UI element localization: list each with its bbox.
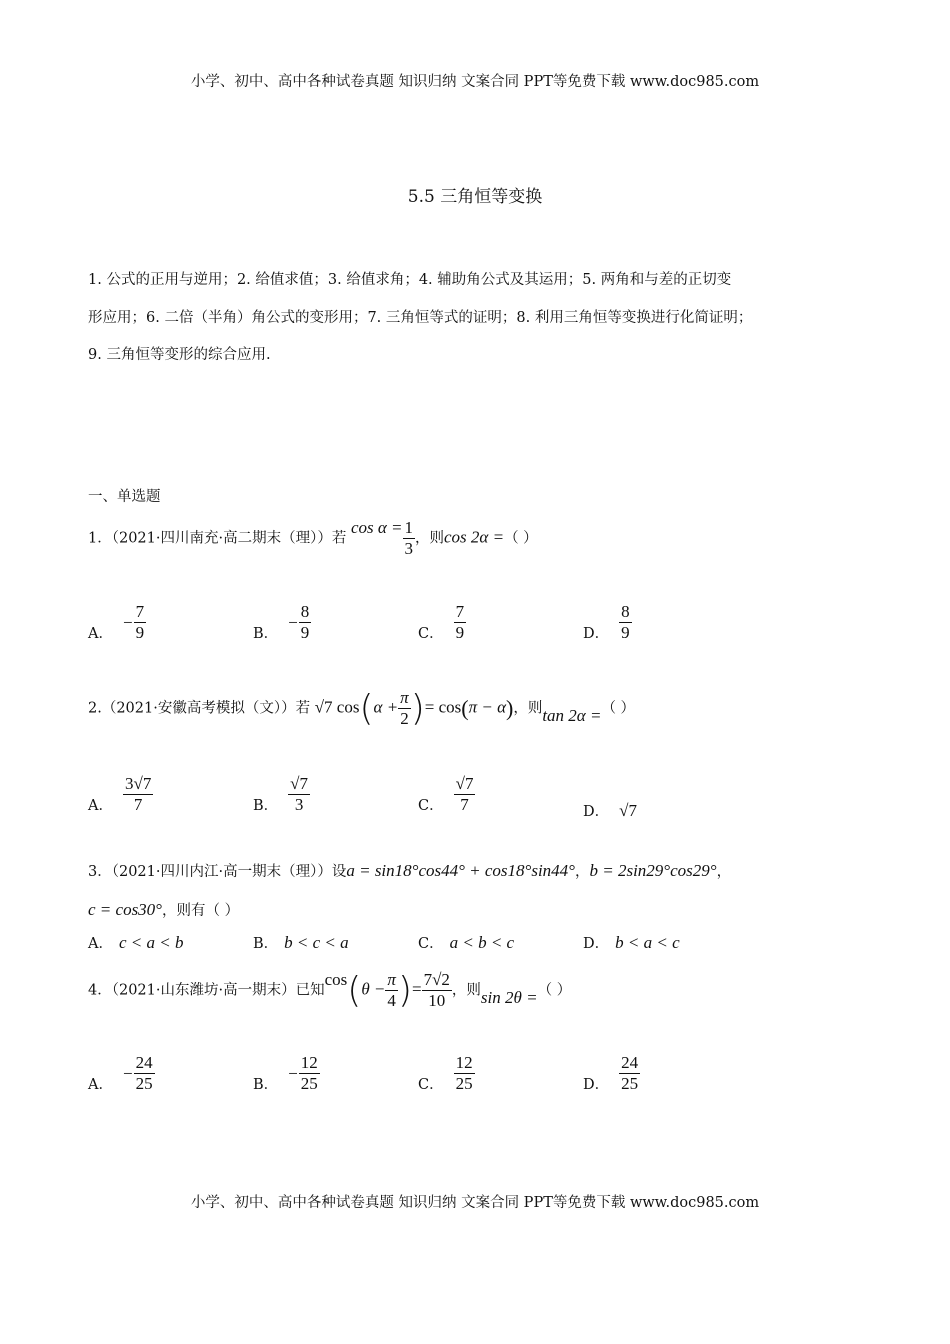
fraction [454,774,476,815]
option-label: D． [583,1077,610,1093]
question-2 [88,688,635,729]
question-1 [88,518,538,559]
fraction [422,970,452,1011]
q4-mid: ，则 [451,982,481,999]
option-label: B． [253,798,279,814]
fraction [619,1053,640,1094]
numerator: 8 [300,602,310,621]
q3-option-b[interactable] [253,932,349,953]
q2-math: = cos [424,697,462,717]
option-label: C． [418,626,444,642]
sign: − [288,1063,298,1083]
option-label: A． [88,936,113,952]
q3-option-c[interactable] [418,932,514,953]
q2-mid: ，则 [513,700,543,717]
paren: ) [506,695,514,721]
sign: − [288,612,298,632]
option-label: B． [253,936,279,952]
q2-option-b[interactable] [253,774,310,815]
q4-option-a[interactable] [88,1053,155,1094]
q4-prefix: 4．（2021·山东潍坊·高一期末）已知 [88,982,325,999]
numerator: 1 [404,518,414,537]
option-label: D． [583,936,610,952]
paren: ( [461,695,469,721]
q3-sep: ， [716,864,732,880]
denominator: 10 [428,991,446,1010]
option-label: B． [253,626,279,642]
fraction [288,774,310,815]
paren: ( [359,688,374,729]
numerator: 24 [621,1053,639,1072]
q4-math: = [411,979,422,999]
page-title: 5.5 三角恒等变换 [407,187,543,207]
numerator: 12 [455,1053,473,1072]
numerator: √7 [290,774,308,793]
q1-mid: ，则 [415,530,445,547]
denominator: 25 [621,1074,639,1093]
q1-answer-blank: （ ） [504,530,538,547]
page-footer: 小学、初中、高中各种试卷真题 知识归纳 文案合同 PPT等免费下载 www.doc985.com [190,1195,760,1211]
option-value: b < c < a [284,933,349,952]
fraction [385,970,398,1011]
denominator: 9 [455,623,465,642]
sign: − [122,1063,133,1083]
q1-prefix: 1．（2021·四川南充·高二期末（理））若 [88,530,347,547]
numerator: 12 [300,1053,318,1072]
option-label: C． [418,1077,444,1093]
question-4 [88,970,571,1011]
denominator: 4 [387,991,396,1010]
numerator: 7√2 [423,970,450,989]
fraction [398,688,411,729]
q3-answer-blank: ，则有（ ） [161,903,240,919]
q1-lhs: cos α = [350,518,403,537]
sign: − [122,612,133,632]
option-value: b < a < c [615,933,680,952]
q1-rhs: cos 2α = [444,527,505,547]
q1-option-a[interactable] [88,602,146,643]
numerator: 8 [621,602,630,621]
summary-line: 形应用；6. 二倍（半角）角公式的变形用；7. 三角恒等式的证明；8. 利用三角恒等变换进行化简证明； [88,310,753,326]
q4-option-c[interactable] [418,1053,475,1094]
denominator: 3 [404,539,414,558]
q1-option-c[interactable] [418,602,466,643]
q4-rhs: sin 2θ = [480,987,538,1007]
paren: ) [410,688,425,729]
option-label: A． [88,626,113,642]
numerator: 3√7 [124,774,152,793]
fraction [299,602,312,643]
question-3 [88,860,731,881]
numerator: π [400,688,409,707]
denominator: 9 [300,623,310,642]
q4-option-b[interactable] [253,1053,320,1094]
q3-prefix: 3．（2021·四川内江·高一期末（理））设 [88,864,347,880]
q3-math: b = 2sin29°cos29° [589,861,717,880]
fraction [454,1053,475,1094]
option-label: B． [253,1077,279,1093]
option-label: D． [583,804,610,820]
denominator: 25 [300,1074,318,1093]
q2-option-c[interactable] [418,774,475,815]
denominator: 7 [460,795,469,814]
numerator: 7 [135,602,145,621]
q4-option-d[interactable] [583,1053,640,1094]
q2-rhs: tan 2α = [542,705,602,725]
q2-option-d[interactable] [583,800,637,821]
page-header: 小学、初中、高中各种试卷真题 知识归纳 文案合同 PPT等免费下载 www.doc985.com [190,74,760,90]
paren: ) [397,970,412,1011]
denominator: 25 [135,1074,153,1093]
numerator: π [387,970,396,989]
option-value: √7 [619,801,637,820]
denominator: 25 [455,1074,473,1093]
numerator: 7 [455,602,465,621]
option-value: c < a < b [118,933,184,952]
option-label: A． [88,798,113,814]
fraction [299,1053,320,1094]
option-label: A． [88,1077,113,1093]
q3-option-a[interactable] [88,932,183,953]
denominator: 9 [621,623,630,642]
q4-answer-blank: （ ） [537,982,572,999]
denominator: 7 [133,795,143,814]
fraction [123,774,153,815]
question-3-line2 [88,899,239,920]
q2-answer-blank: （ ） [601,700,636,717]
summary-line: 9. 三角恒等变形的综合应用. [88,347,271,363]
fraction [454,602,467,643]
q2-prefix: 2.（2021·安徽高考模拟（文））若 [88,700,311,717]
q3-sep: ， [574,864,590,880]
summary-line: 1. 公式的正用与逆用；2. 给值求值；3. 给值求角；4. 辅助角公式及其运用；5. 两角和与差的正切变 [88,272,732,288]
numerator: 24 [135,1053,153,1072]
paren: ( [347,970,362,1011]
q3-option-d[interactable] [583,932,680,953]
fraction [134,602,147,643]
q3-math: a = sin18°cos44° + cos18°sin44° [346,861,575,880]
denominator: 3 [294,795,304,814]
numerator: √7 [455,774,474,793]
fraction [134,1053,155,1094]
option-label: C． [418,798,444,814]
q3-math: c = cos30° [88,900,162,919]
q2-math: √7 cos [314,697,360,717]
fraction [619,602,632,643]
q2-math: π − α [468,697,506,717]
q2-option-a[interactable] [88,774,153,815]
q1-fraction [403,518,416,559]
option-label: C． [418,936,444,952]
q1-option-d[interactable] [583,602,632,643]
option-label: D． [583,626,610,642]
denominator: 2 [400,709,409,728]
q2-math: α + [373,697,399,717]
q4-math: cos [324,970,348,989]
section-heading: 一、单选题 [88,489,161,505]
q1-option-b[interactable] [253,602,311,643]
q4-math: θ − [361,979,386,999]
denominator: 9 [135,623,145,642]
option-value: a < b < c [449,933,515,952]
